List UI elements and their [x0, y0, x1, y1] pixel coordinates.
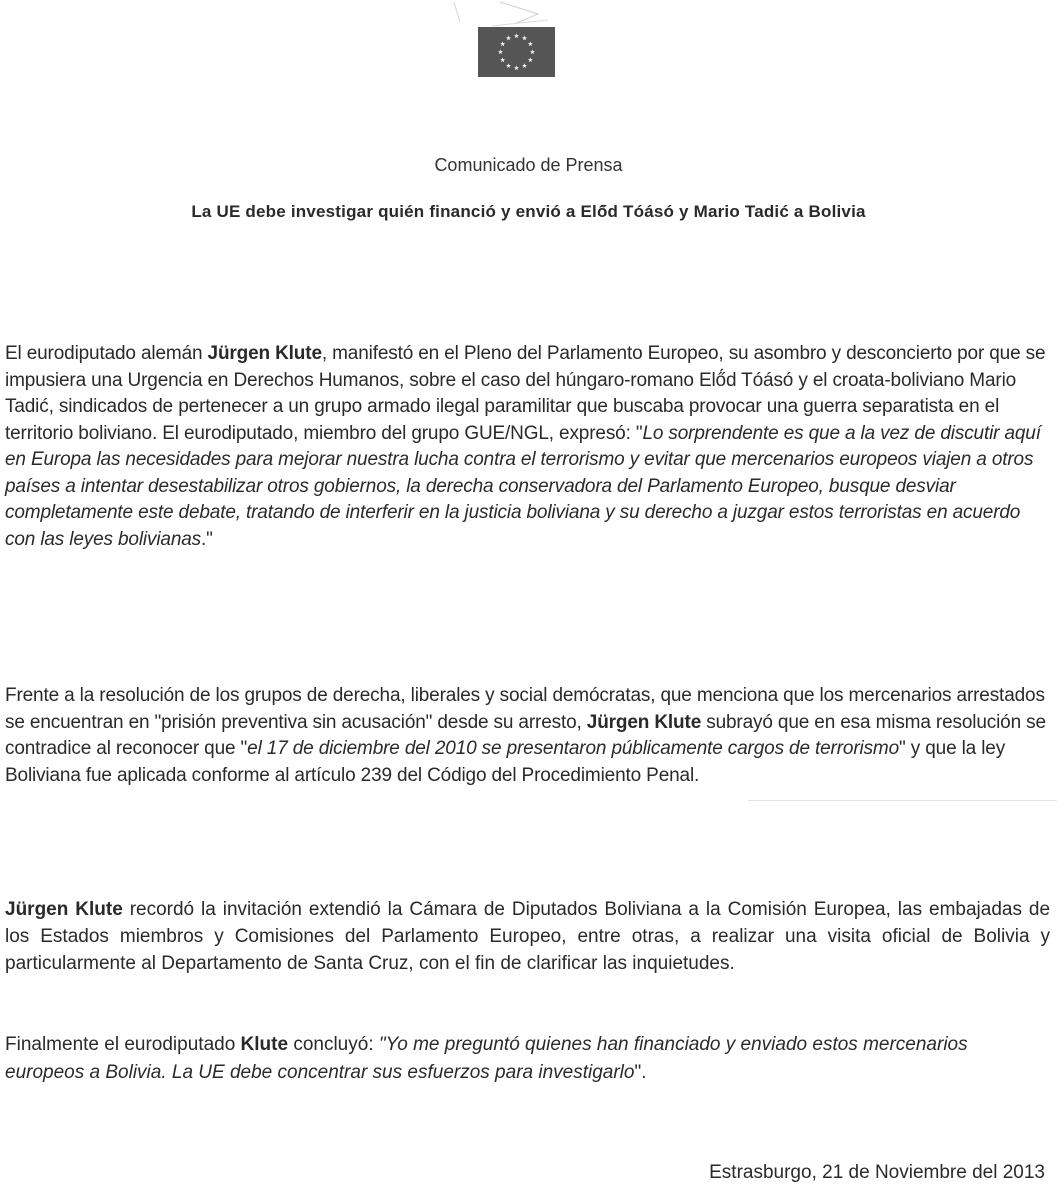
paragraph-2-text-a: Frente a la resolución de los grupos de derecha, liberales y social demócratas, que menciona que los mercenarios arrestados se encuentran en "prisión preventiva sin acusación" desde su arresto, [5, 685, 1045, 733]
paragraph-2 [5, 683, 1050, 789]
paragraph-1-quote: Lo sorprendente es que a la vez de discutir aquí en Europa las necesidades para mejorar nuestra lucha contra el terrorismo y evitar que mercenarios europeos viajen a otros países a intentar desestabilizar otros gobiernos, la derecha conservadora del Parlamento Europeo, busque desviar completamente este debate, tratando de interferir en la justicia boliviana y su derecho a juzgar estos terroristas en acuerdo con las leyes bolivianas [5, 422, 1041, 550]
eu-flag-star-icon [522, 63, 527, 68]
paragraph-3-text-a: recordó la invitación extendió la Cámara de Diputados Boliviana a la Comisión Europea, las embajadas de los Estados miembros y Comisiones del Parlamento Europeo, entre otras, a realizar una visita oficial de Bolivia y particularmente al Departamento de Santa Cruz, con el fin de clarificar las inquietudes. [5, 899, 1051, 974]
eu-flag-star-icon [522, 36, 527, 41]
eu-flag-star-icon [528, 41, 533, 46]
eu-flag-star-icon [514, 33, 519, 38]
eu-flag-star-icon [498, 49, 503, 54]
paragraph-4 [5, 1031, 1050, 1087]
paragraph-2-text-b: subrayó que en esa misma resolución se contradice al reconocer que " [5, 711, 1046, 759]
eu-flag-star-icon [500, 41, 505, 46]
paragraph-1 [5, 341, 1050, 553]
paragraph-2-quote: el 17 de diciembre del 2010 se presentaron públicamente cargos de terrorismo [247, 738, 900, 759]
press-release-headline: La UE debe investigar quién financió y envió a Elő́d Tóásó y Mario Tadić a Bolivia [191, 202, 866, 221]
place-and-date: Estrasburgo, 21 de Noviembre del 2013 [709, 1162, 1045, 1183]
eu-flag-star-icon [528, 57, 533, 62]
paragraph-1-text-b: , manifestó en el Pleno del Parlamento Europeo, su asombro y desconcierto por que se impusiera una Urgencia en Derechos Humanos, sobre el caso del húngaro-romano Elő́d Tóásó y el croata-boliviano Mario Tadić, sindicados de pertenecer a un grupo armado ilegal paramilitar que buscaba provocar una guerra separatista en el territorio boliviano. El eurodiputado, miembro del grupo GUE/NGL, expresó: " [5, 343, 1046, 444]
paragraph-1-name: Jürgen Klute [207, 343, 322, 364]
scan-artifact-mark [440, 0, 560, 30]
paragraph-2-name: Jürgen Klute [586, 711, 702, 733]
eu-flag-star-icon [530, 49, 535, 54]
paragraph-3 [5, 896, 1050, 977]
paragraph-3-name: Jürgen Klute [5, 899, 123, 920]
scan-line-artifact [748, 800, 1057, 801]
paragraph-4-text-b: concluyó: [288, 1034, 379, 1055]
eu-flag-star-icon [506, 36, 511, 41]
paragraph-4-text-a: Finalmente el eurodiputado [5, 1034, 241, 1055]
eu-flag-star-icon [500, 57, 505, 62]
paragraph-1-text-c: ." [201, 528, 213, 550]
paragraph-4-name: Klute [240, 1034, 289, 1055]
eu-flag-star-icon [506, 63, 511, 68]
paragraph-4-quote: "Yo me preguntó quienes han financiado y enviado estos mercenarios europeos a Bolivia. La UE debe concentrar sus esfuerzos para investigarlo [5, 1034, 968, 1083]
eu-flag-icon [478, 27, 555, 77]
paragraph-2-text-c: " y que la ley Boliviana fue aplicada conforme al artículo 239 del Código del Procedimiento Penal. [5, 738, 1006, 786]
eu-flag-star-icon [514, 65, 519, 70]
paragraph-4-text-c: ". [634, 1062, 647, 1083]
paragraph-1-text-a: El eurodiputado alemán [5, 343, 208, 364]
document-type-label: Comunicado de Prensa [434, 155, 623, 175]
